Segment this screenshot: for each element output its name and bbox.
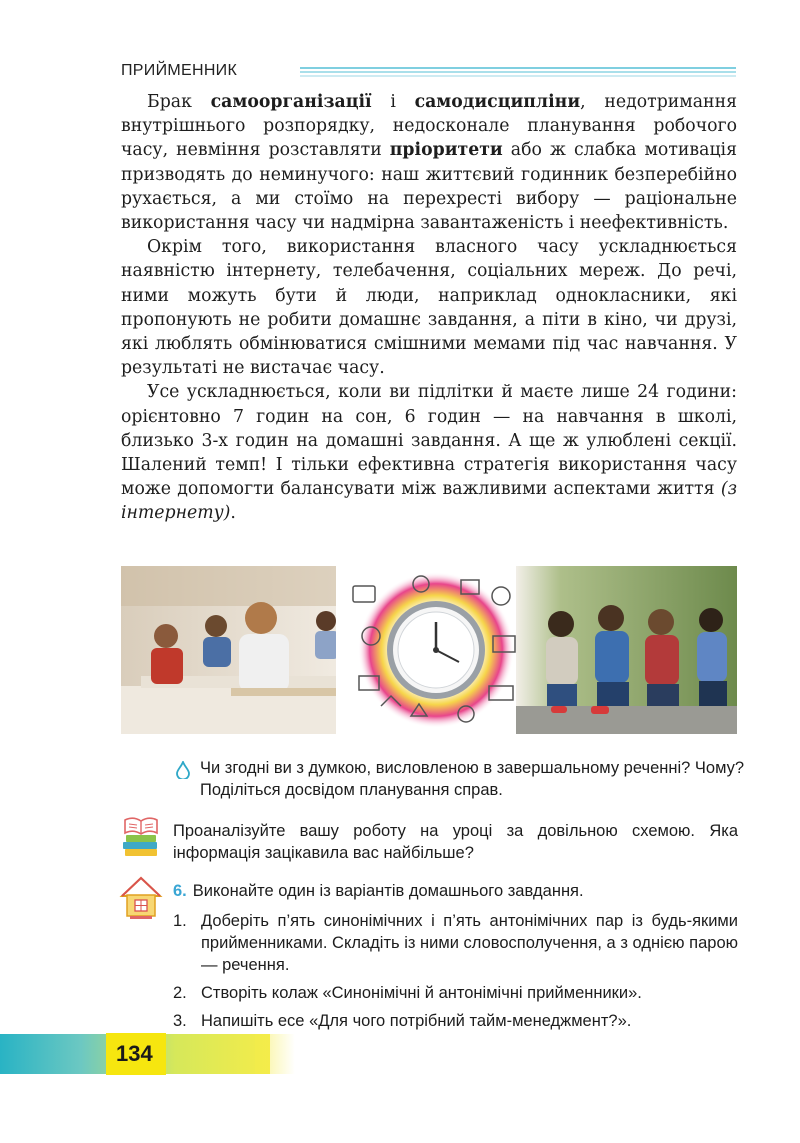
list-item: 2. Створіть колаж «Синонімічні й антонімічні прийменники». — [173, 984, 642, 1002]
header-rule — [300, 67, 736, 79]
water-drop-icon — [176, 761, 190, 779]
house-icon — [118, 874, 164, 920]
discussion-question: Чи згодні ви з думкою, висловленою в завершальному реченні? Чому? Поділіться досвідом планування справ. — [200, 759, 745, 799]
list-item: 3. Напишіть есе «Для чого потрібний тайм-менеджмент?». — [173, 1012, 632, 1030]
paragraph-1: Брак самоорганізації і самодисципліни, недотримання внутрішнього розпорядку, недосконале планування робочого часу, невміння розставляти пріоритети або ж слабка мотивація призводять до неминучого: наш життєвий годинник безперебійно рухається, а ми стоїмо на перехресті вибору — раціональне використання часу чи надмірна завантаженість і неефективність. — [121, 92, 737, 234]
illustration-collage — [121, 566, 737, 734]
books-icon — [121, 816, 161, 862]
running-header: ПРИЙМЕННИК — [121, 62, 238, 79]
page-number: 134 — [116, 1041, 153, 1066]
homework-list — [173, 910, 738, 1038]
source-note: (з інтернету) — [121, 479, 737, 524]
task-number: 6. — [173, 882, 187, 900]
analysis-prompt: Проаналізуйте вашу роботу на уроці за довільною схемою. Яка інформація зацікавила вас найбільше? — [173, 822, 738, 862]
list-item: 1. Доберіть п’ять синонімічних і п’ять антонімічних пар із будь-якими прийменниками. Складіть із ними словосполучення, а з однією парою — речення. — [173, 912, 738, 974]
paragraph-3: Усе ускладнюється, коли ви підлітки й маєте лише 24 години: орієнтовно 7 годин на сон, 6 годин — на навчання в школі, близько 3-х годин на домашні завдання. А ще ж улюблені секції. Шалений темп! І тільки ефективна стратегія використання часу може допомогти балансувати між важливими аспектами життя (з інтернету). — [121, 382, 737, 524]
main-text — [121, 90, 737, 526]
homework-heading: 6. Виконайте один із варіантів домашнього завдання. — [173, 882, 584, 900]
paragraph-2: Окрім того, використання власного часу ускладнюється наявністю інтернету, телебачення, соціальних мереж. До речі, ними можуть бути й люди, наприклад однокласники, які пропонують не робити домашнє завдання, а піти в кіно, чи друзі, які люблять обмінюватися смішними мемами під час навчання. У результаті не вистачає часу. — [121, 237, 737, 379]
